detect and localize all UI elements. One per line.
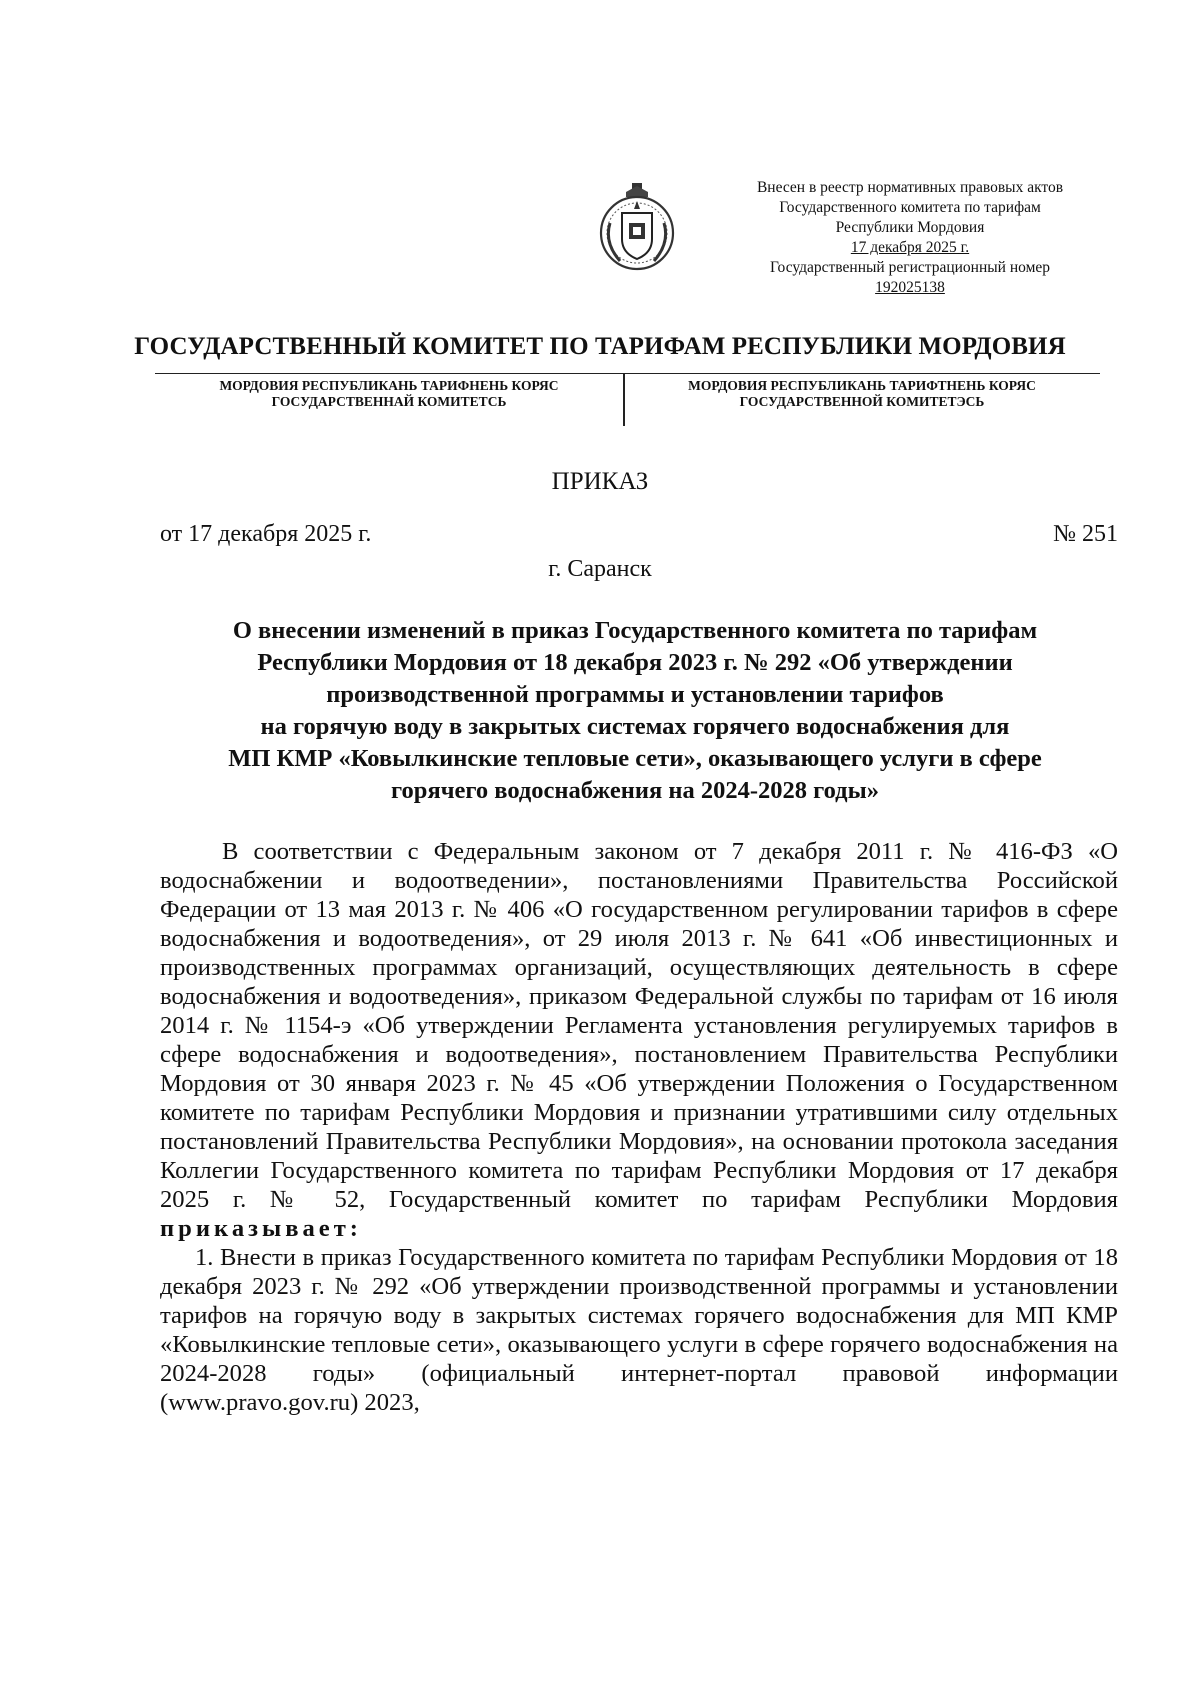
org-name-moksha — [155, 373, 623, 410]
coat-of-arms-icon — [596, 183, 678, 275]
preamble-paragraph — [160, 837, 1118, 1243]
subject-line: производственной программы и установлении тарифов — [326, 681, 944, 708]
org-name-erzya-line: МОРДОВИЯ РЕСПУБЛИКАНЬ ТАРИФТНЕНЬ КОРЯС — [688, 378, 1036, 393]
decree-word: приказывает: — [160, 1215, 362, 1242]
org-name-erzya — [624, 373, 1100, 410]
subject-line: на горячую воду в закрытых системах горячего водоснабжения для — [260, 713, 1010, 740]
registry-number: 192025138 — [875, 279, 945, 296]
document-date: от 17 декабря 2025 г. — [160, 521, 372, 547]
preamble-text: В соответствии с Федеральным законом от 7 декабря 2011 г. № 416-ФЗ «О водоснабжении и водоотведении», постановлениями Правительства Российской Федерации от 13 мая 2013 г. № 406 «О государственном регулировании тарифов в сфере водоснабжения и водоотведения», от 29 июля 2013 г. № 641 «Об инвестиционных и производственных программах организаций, осуществляющих деятельность в сфере водоснабжения и водоотведения», приказом Федеральной службы по тарифам от 16 июля 2014 г. № 1154-э «Об утверждении Регламента установления регулируемых тарифов в сфере водоснабжения и водоотведения», постановлением Правительства Республики Мордовия от 30 января 2023 г. № 45 «Об утверждении Положения о Государственном комитете по тарифам Республики Мордовия и признании утратившими силу отдельных постановлений Правительства Республики Мордовия», на основании протокола заседания Коллегии Государственного комитета по тарифам Республики Мордовия от 17 декабря 2025 г. № 52, Государственный комитет по тарифам Республики Мордовия — [160, 838, 1118, 1213]
subject-line: Республики Мордовия от 18 декабря 2023 г. № 292 «Об утверждении — [257, 649, 1013, 676]
registry-stamp — [720, 178, 1100, 298]
document-type: ПРИКАЗ — [551, 468, 649, 495]
registry-stamp-line: Внесен в реестр нормативных правовых актов — [756, 179, 1064, 196]
org-name-erzya-line: ГОСУДАРСТВЕННОЙ КОМИТЕТЭСЬ — [739, 394, 985, 409]
registry-date: 17 декабря 2025 г. — [850, 239, 970, 256]
document-city: г. Саранск — [548, 556, 652, 582]
registry-stamp-line: Государственный регистрационный номер — [769, 259, 1051, 276]
org-name-moksha-line: ГОСУДАРСТВЕННАЙ КОМИТЕТСЬ — [271, 394, 507, 409]
org-name-moksha-line: МОРДОВИЯ РЕСПУБЛИКАНЬ ТАРИФНЕНЬ КОРЯС — [219, 378, 559, 393]
subject-line: МП КМР «Ковылкинские тепловые сети», оказывающего услуги в сфере — [228, 745, 1042, 772]
document-number: № 251 — [1053, 521, 1118, 547]
subject-line: О внесении изменений в приказ Государственного комитета по тарифам — [232, 617, 1038, 644]
item-1-paragraph: 1. Внести в приказ Государственного комитета по тарифам Республики Мордовия от 18 декабря 2023 г. № 292 «Об утверждении производственной программы и установлении тарифов на горячую воду в закрытых системах горячего водоснабжения для МП КМР «Ковылкинские тепловые сети», оказывающего услуги в сфере горячего водоснабжения на 2024-2028 годы» (официальный интернет-портал правовой информации (www.pravo.gov.ru) 2023, — [160, 1244, 1118, 1416]
registry-stamp-line: Государственного комитета по тарифам — [779, 199, 1041, 216]
organization-title: ГОСУДАРСТВЕННЫЙ КОМИТЕТ ПО ТАРИФАМ РЕСПУБЛИКИ МОРДОВИЯ — [134, 333, 1066, 360]
registry-stamp-line: Республики Мордовия — [835, 219, 985, 236]
subject-line: горячего водоснабжения на 2024-2028 годы» — [391, 777, 879, 804]
document-body — [160, 837, 1118, 1417]
document-subject — [150, 615, 1120, 807]
